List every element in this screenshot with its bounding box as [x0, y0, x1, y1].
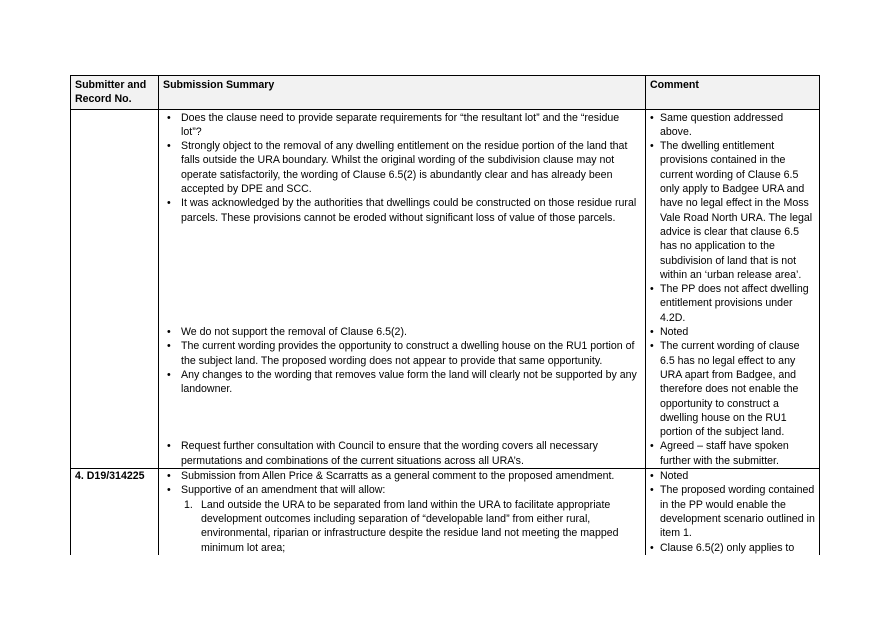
- header-submitter: Submitter and Record No.: [71, 76, 159, 110]
- summary-bullet: • Strongly object to the removal of any dwelling entitlement on the residue portion of the land that falls outside the URA boundary. Whilst the original wording of the subdivision clause may not operate satisfactorily, the wording of Clause 6.5(2) is abundantly clear and has already been accepted by DPE and SCC.: [163, 139, 641, 196]
- summary-bullet: • Any changes to the wording that removes value form the land will clearly not be supported by any landowner.: [163, 368, 641, 397]
- header-comment: Comment: [646, 76, 820, 110]
- comment-cell: [646, 325, 820, 439]
- summary-cell: [159, 109, 646, 325]
- comment-bullet: • Clause 6.5(2) only applies to: [650, 541, 815, 555]
- table-row: [71, 109, 820, 325]
- item-number: 1.: [184, 498, 193, 511]
- summary-cell: [159, 325, 646, 439]
- comment-bullet: • Same question addressed above.: [650, 111, 815, 140]
- summary-bullet-text: Supportive of an amendment that will allow:: [181, 484, 386, 497]
- comment-cell: [646, 469, 820, 555]
- submissions-table: [70, 75, 820, 555]
- summary-bullet: • Submission from Allen Price & Scarratts as a general comment to the proposed amendment.: [163, 469, 641, 483]
- comment-bullet: • The proposed wording contained in the PP would enable the development scenario outlined in item 1.: [650, 483, 815, 540]
- summary-bullet: • Does the clause need to provide separate requirements for “the resultant lot” and the “residue lot”?: [163, 111, 641, 140]
- table-row: [71, 325, 820, 439]
- comment-bullet: • The dwelling entitlement provisions contained in the current wording of Clause 6.5 only apply to Badgee URA and have no legal effect in the Moss Vale Road North URA. The legal advice is clear that clause 6.5 has no application to the subdivision of land that is not within an ‘urban release area’.: [650, 139, 815, 282]
- header-row: [71, 76, 820, 110]
- numbered-item: [181, 498, 641, 555]
- numbered-list: [181, 498, 641, 555]
- submitter-cell: [71, 469, 159, 555]
- comment-bullet: • The PP does not affect dwelling entitlement provisions under 4.2D.: [650, 282, 815, 325]
- comment-cell: [646, 109, 820, 325]
- table-row: [71, 439, 820, 468]
- header-summary: Submission Summary: [159, 76, 646, 110]
- summary-bullet: • We do not support the removal of Clause 6.5(2).: [163, 325, 641, 339]
- comment-bullet: • Noted: [650, 469, 815, 483]
- summary-bullet: • It was acknowledged by the authorities that dwellings could be constructed on those residue rural parcels. These provisions cannot be eroded without significant loss of value of those parcels.: [163, 196, 641, 225]
- summary-cell: [159, 439, 646, 468]
- comment-cell: [646, 439, 820, 468]
- table-row: [71, 469, 820, 555]
- summary-bullet: • The current wording provides the opportunity to construct a dwelling house on the RU1 portion of the subject land. The proposed wording does not appear to provide that same opportunity.: [163, 339, 641, 368]
- comment-bullet: • The current wording of clause 6.5 has no legal effect to any URA apart from Badgee, and therefore does not enable the opportunity to construct a dwelling house on the RU1 portion of the subject land.: [650, 339, 815, 439]
- submitter-cell: [71, 109, 159, 468]
- summary-cell: [159, 469, 646, 555]
- summary-bullet: • Request further consultation with Council to ensure that the wording covers all necessary permutations and combinations of the current situations across all URA’s.: [163, 439, 641, 468]
- record-number: 4. D19/314225: [75, 470, 145, 483]
- comment-bullet: • Agreed – staff have spoken further with the submitter.: [650, 439, 815, 468]
- summary-bullet: [163, 483, 641, 554]
- item-text: Land outside the URA to be separated from land within the URA to facilitate appropriate development outcomes including separation of “developable land” from either rural, environmental, riparian or infrastructure despite the residue land not meeting the mapped minimum lot area;: [201, 498, 619, 554]
- comment-bullet: • Noted: [650, 325, 815, 339]
